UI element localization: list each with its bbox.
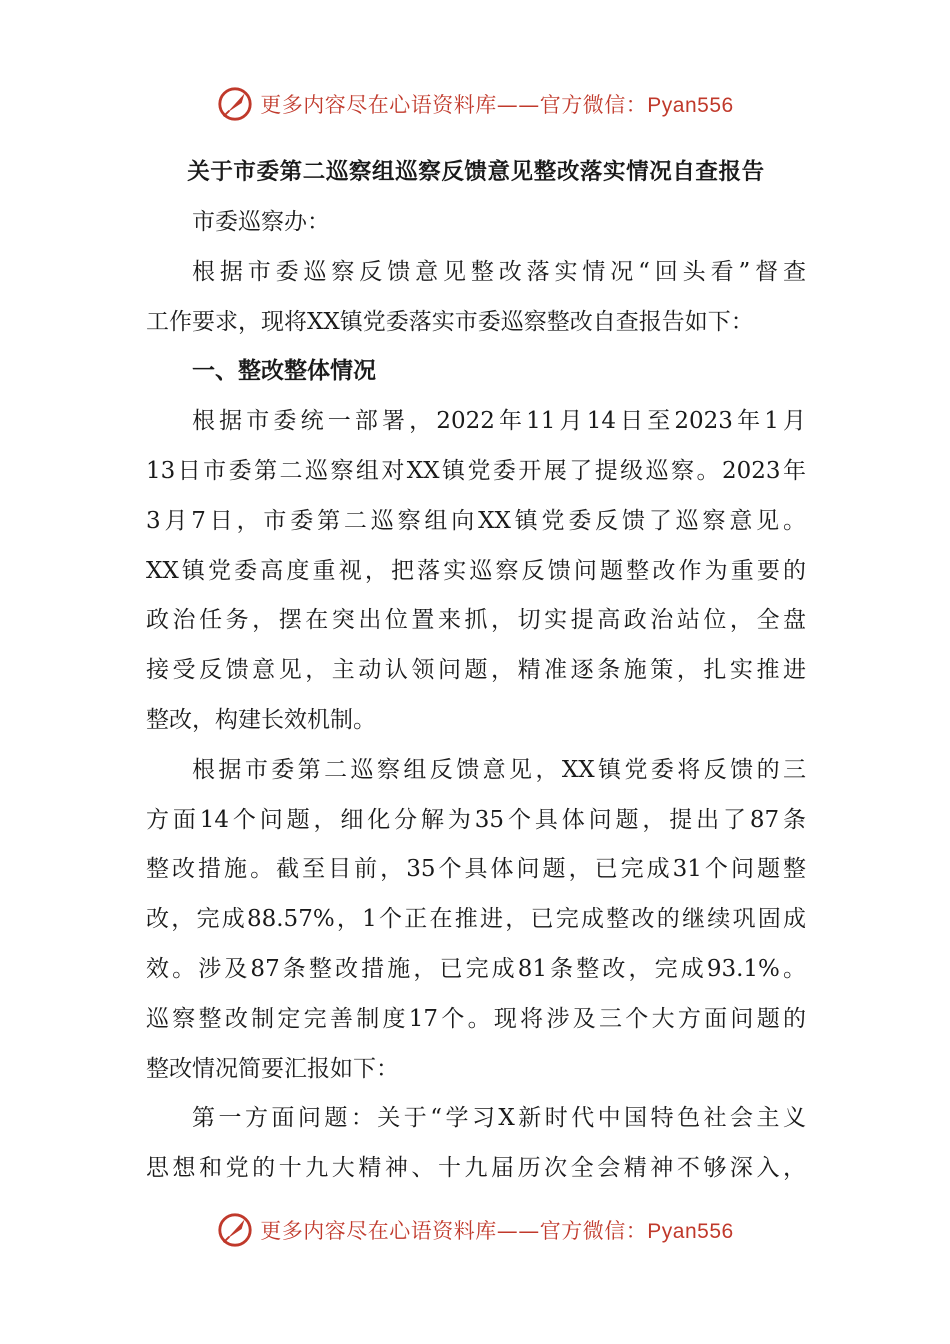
- text-line: 巡察整改制定完善制度17个。现将涉及三个大方面问题的: [146, 1005, 806, 1032]
- text-line: 方面14个问题，细化分解为35个具体问题，提出了87条: [146, 806, 806, 833]
- text-line: XX镇党委高度重视，把落实巡察反馈问题整改作为重要的: [146, 557, 806, 584]
- header-watermark-banner: [0, 82, 950, 126]
- text-line: 改，完成88.57%，1个正在推进，已完成整改的继续巩固成: [146, 906, 806, 933]
- document-title: 关于市委第二巡察组巡察反馈意见整改落实情况自查报告: [187, 159, 765, 185]
- paragraph-issue-one: [146, 1094, 806, 1194]
- quill-logo-icon: [216, 1211, 254, 1249]
- document-body: [146, 146, 806, 1194]
- banner-text: 更多内容尽在心语资料库——官方微信：Pyan556: [260, 1219, 734, 1243]
- quill-logo-icon: [216, 85, 254, 123]
- paragraph-progress: [146, 746, 806, 1095]
- banner-text: 更多内容尽在心语资料库——官方微信：Pyan556: [260, 93, 734, 117]
- text-line: 根据市委巡察反馈意见整改落实情况“回头看”督查: [192, 258, 806, 285]
- text-line: 政治任务，摆在突出位置来抓，切实提高政治站位，全盘: [146, 607, 806, 634]
- footer-watermark-banner: [0, 1208, 950, 1252]
- text-line: 整改，构建长效机制。: [146, 706, 376, 733]
- text-line: 工作要求，现将XX镇党委落实市委巡察整改自查报告如下：: [146, 308, 754, 335]
- text-line: 整改措施。截至目前，35个具体问题，已完成31个问题整: [146, 856, 806, 883]
- text-line: 效。涉及87条整改措施，已完成81条整改，完成93.1%。: [146, 955, 806, 982]
- text-line: 3月7日，市委第二巡察组向XX镇党委反馈了巡察意见。: [146, 507, 806, 534]
- text-line: 思想和党的十九大精神、十九届历次全会精神不够深入，: [146, 1155, 806, 1182]
- salutation: 市委巡察办：: [192, 209, 330, 235]
- text-line: 根据市委第二巡察组反馈意见，XX镇党委将反馈的三: [192, 756, 806, 783]
- paragraph-overview: [146, 397, 806, 746]
- text-line: 整改情况简要汇报如下：: [146, 1055, 399, 1082]
- text-line: 接受反馈意见，主动认领问题，精准逐条施策，扎实推进: [146, 657, 806, 684]
- text-line: 根据市委统一部署，2022年11月14日至2023年1月: [192, 408, 806, 435]
- intro-paragraph: [146, 248, 806, 348]
- text-line: 13日市委第二巡察组对XX镇党委开展了提级巡察。2023年: [146, 457, 806, 484]
- text-line: 第一方面问题：关于“学习X新时代中国特色社会主义: [192, 1105, 806, 1132]
- section-heading: 一、整改整体情况: [192, 358, 376, 385]
